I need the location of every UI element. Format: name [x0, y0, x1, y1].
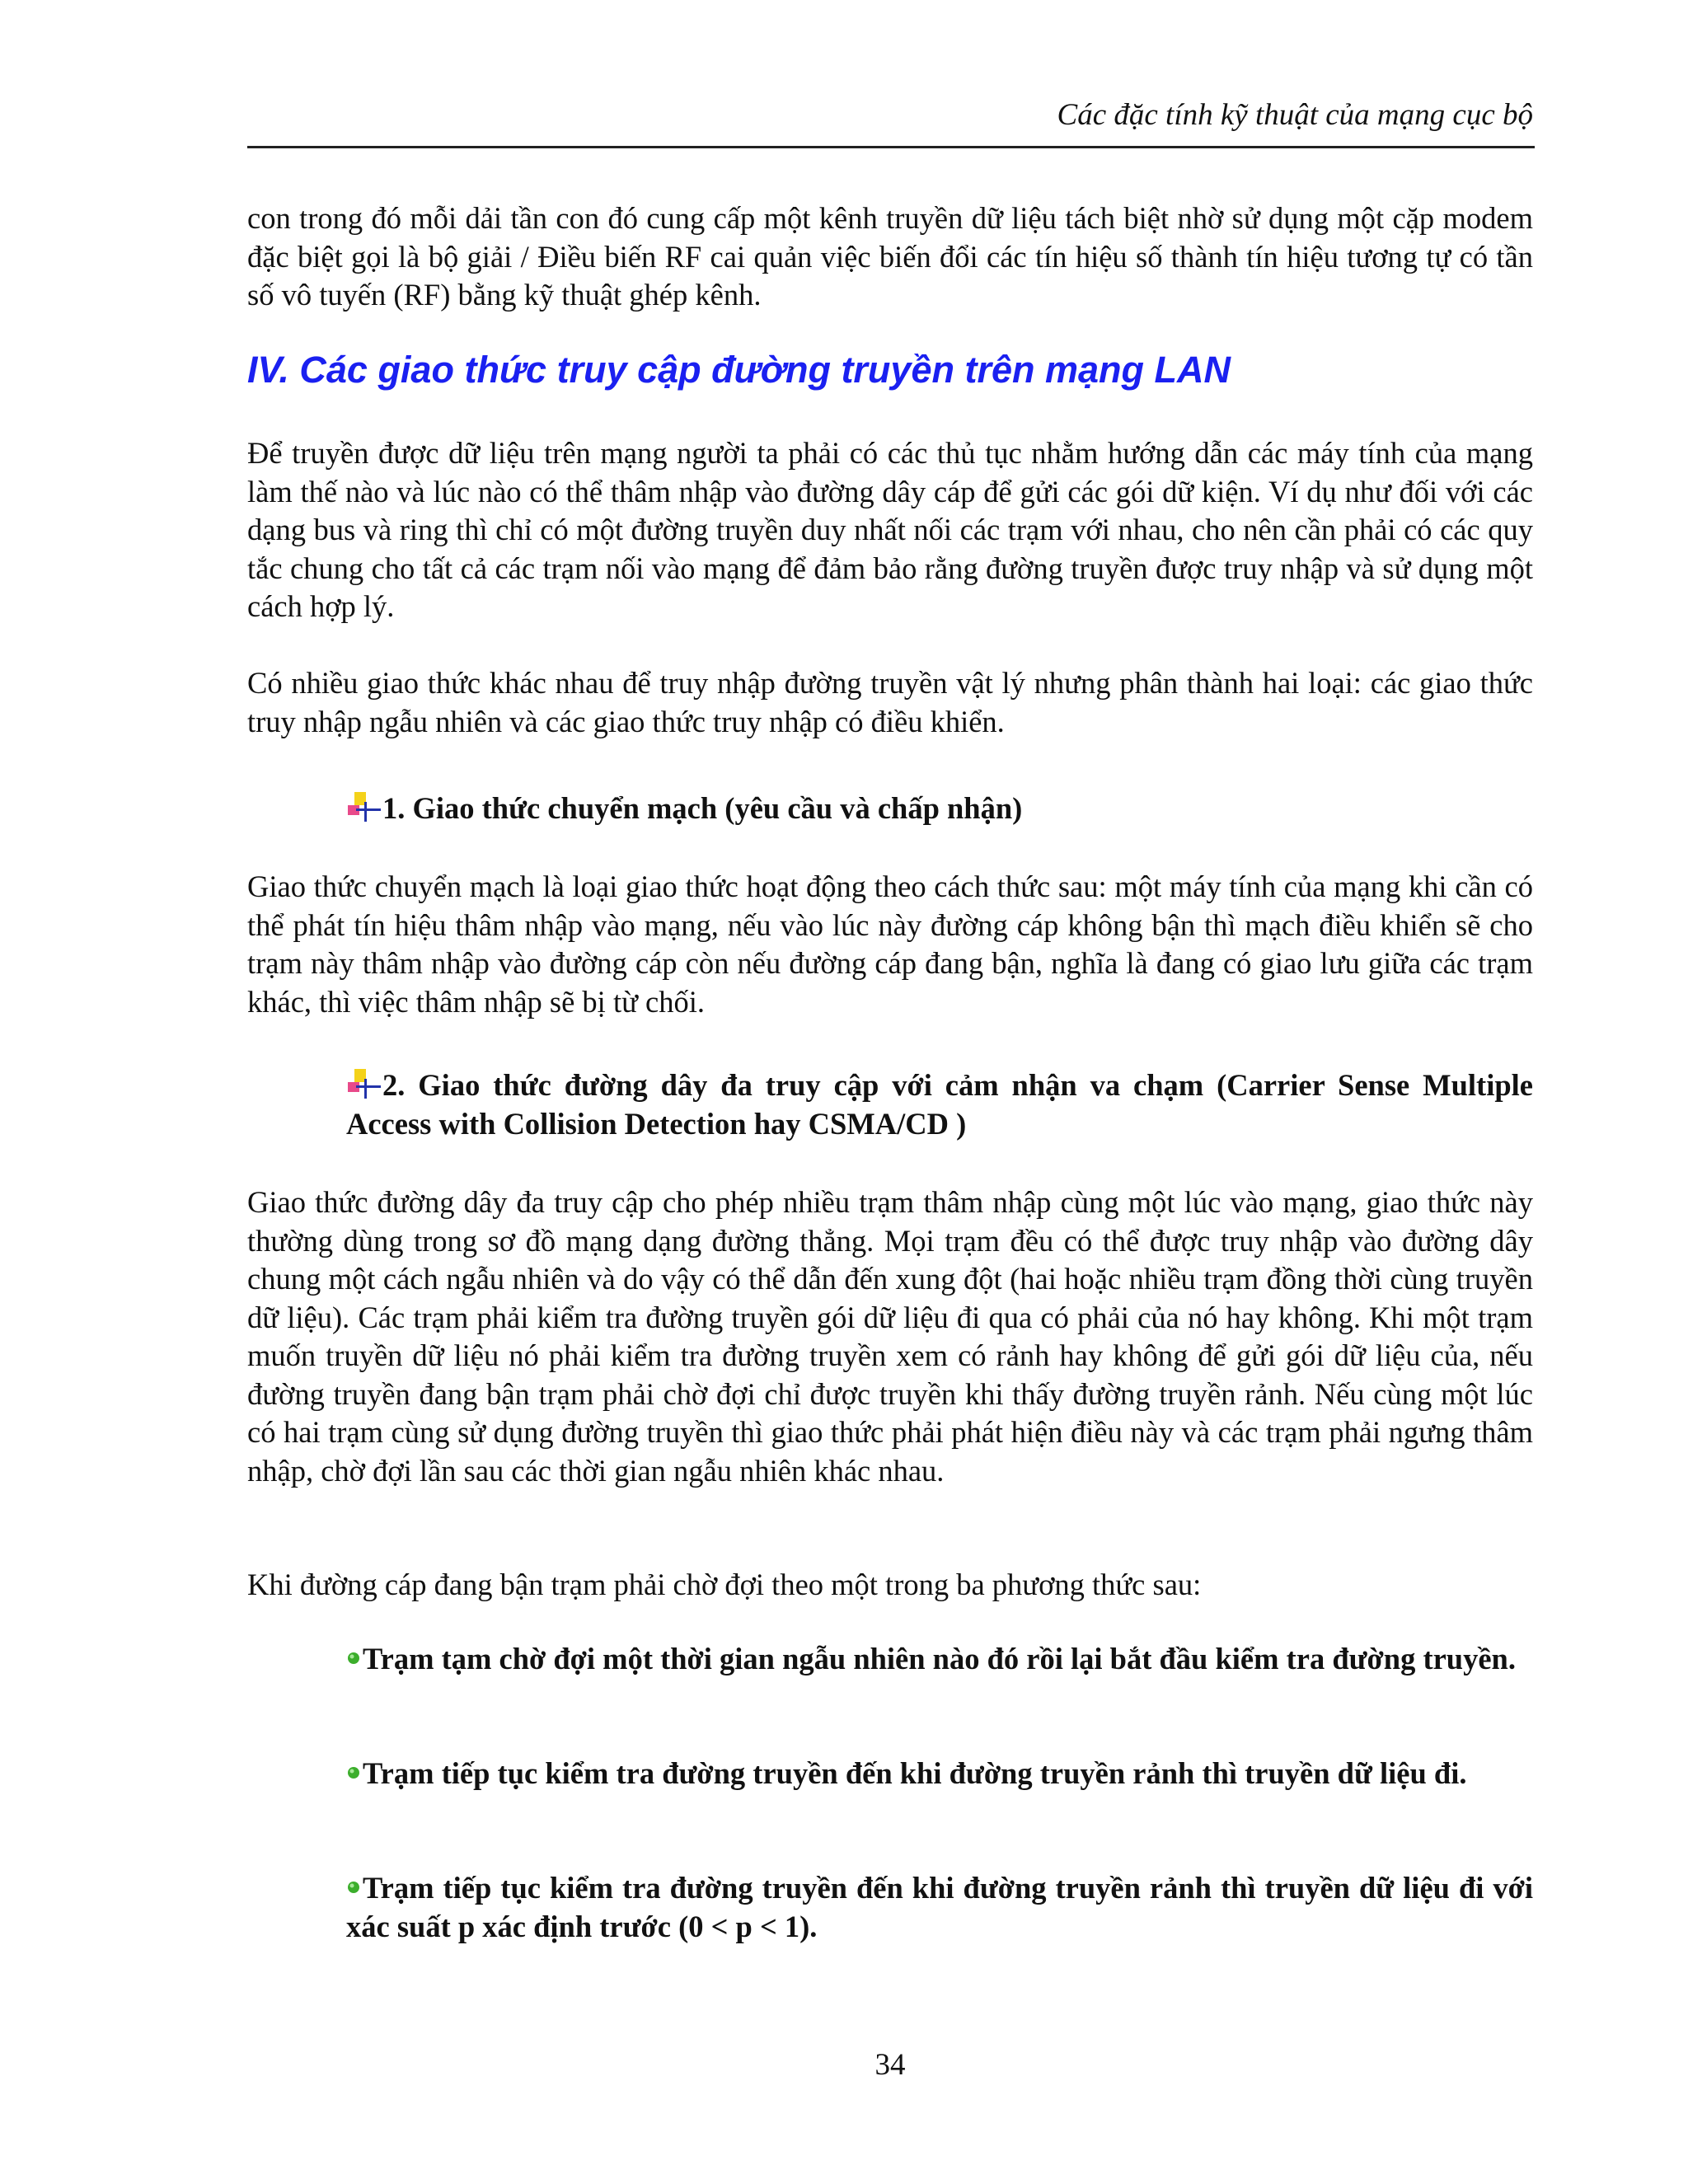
- section-paragraph-2: Có nhiều giao thức khác nhau để truy nhập đường truyền vật lý nhưng phân thành hai loại: các giao thức truy nhập ngẫu nhiên và các giao thức truy nhập có điều khiển.: [247, 666, 1533, 738]
- subsection-2-heading: 2. Giao thức đường dây đa truy cập với cảm nhận va chạm (Carrier Sense Multiple Access with Collision Detection hay CSMA/CD ): [346, 1068, 1533, 1141]
- bullet-text: Trạm tạm chờ đợi một thời gian ngẫu nhiên nào đó rồi lại bắt đầu kiểm tra đường truyền.: [363, 1642, 1516, 1675]
- header-rule: [247, 146, 1535, 148]
- intro-paragraph: con trong đó mỗi dải tần con đó cung cấp một kênh truyền dữ liệu tách biệt nhờ sử dụng một cặp modem đặc biệt gọi là bộ giải / Điều biến RF cai quản việc biến đổi các tín hiệu số thành tín hiệu tương tự có tần số vô tuyến (RF) bằng kỹ thuật ghép kênh.: [247, 201, 1533, 312]
- running-header: Các đặc tính kỹ thuật của mạng cục bộ: [1057, 98, 1533, 132]
- section-paragraph-1: Để truyền được dữ liệu trên mạng người ta phải có các thủ tục nhằm hướng dẫn các máy tính của mạng làm thế nào và lúc nào có thể thâm nhập vào đường dây cáp để gửi các gói dữ kiện. Ví dụ như đối với các dạng bus và ring thì chỉ có một đường truyền duy nhất nối các trạm với nhau, cho nên cần phải có các quy tắc chung cho tất cả các trạm nối vào mạng để đảm bảo rằng đường truyền được truy nhập và sử dụng một cách hợp lý.: [247, 436, 1533, 623]
- bullet-item: [346, 1640, 1533, 1679]
- subsection-1-paragraph: Giao thức chuyển mạch là loại giao thức hoạt động theo cách thức sau: một máy tính của mạng khi cần có thể phát tín hiệu thâm nhập vào mạng, nếu vào lúc này đường cáp không bận thì mạch điều khiển sẽ cho trạm này thâm nhập vào đường cáp còn nếu đường cáp đang bận, nghĩa là đang có giao lưu giữa các trạm khác, thì việc thâm nhập sẽ bị từ chối.: [247, 869, 1533, 1019]
- bullet-text: Trạm tiếp tục kiểm tra đường truyền đến khi đường truyền rảnh thì truyền dữ liệu đi với xác suất p xác định trước (0 < p < 1).: [346, 1871, 1533, 1943]
- green-dot-bullet-icon: [346, 1651, 361, 1666]
- subsection-2-heading-block: [346, 1066, 1533, 1143]
- subsection-2-paragraph-2: Khi đường cáp đang bận trạm phải chờ đợi theo một trong ba phương thức sau:: [247, 1568, 1202, 1601]
- bullet-item: [346, 1755, 1533, 1793]
- subsection-1-heading-block: [346, 790, 1533, 828]
- subsection-1-heading: 1. Giao thức chuyển mạch (yêu cầu và chấp nhận): [382, 791, 1023, 825]
- section-title: IV. Các giao thức truy cập đường truyền trên mạng LAN: [247, 349, 1231, 391]
- green-dot-bullet-icon: [346, 1765, 361, 1780]
- green-dot-bullet-icon: [346, 1880, 361, 1895]
- flag-bullet-icon: [346, 1067, 382, 1100]
- subsection-2-paragraph-1: Giao thức đường dây đa truy cập cho phép nhiều trạm thâm nhập cùng một lúc vào mạng, giao thức này thường dùng trong sơ đồ mạng dạng đường thẳng. Mọi trạm đều có thể được truy nhập vào đường dây chung một cách ngẫu nhiên và do vậy có thể dẫn đến xung đột (hai hoặc nhiều trạm đồng thời cùng truyền dữ liệu). Các trạm phải kiểm tra đường truyền gói dữ liệu đi qua có phải của nó hay không. Khi một trạm muốn truyền dữ liệu nó phải kiểm tra đường truyền xem có rảnh hay không để gửi gói dữ liệu của, nếu đường truyền đang bận trạm phải chờ đợi chỉ được truyền khi thấy đường truyền rảnh. Nếu cùng một lúc có hai trạm cùng sử dụng đường truyền thì giao thức phải phát hiện điều này và các trạm phải ngưng thâm nhập, chờ đợi lần sau các thời gian ngẫu nhiên khác nhau.: [247, 1185, 1533, 1488]
- bullet-item: [346, 1869, 1533, 1946]
- page-number: 34: [874, 2048, 906, 2082]
- bullet-text: Trạm tiếp tục kiểm tra đường truyền đến khi đường truyền rảnh thì truyền dữ liệu đi.: [363, 1756, 1467, 1790]
- flag-bullet-icon: [346, 790, 382, 823]
